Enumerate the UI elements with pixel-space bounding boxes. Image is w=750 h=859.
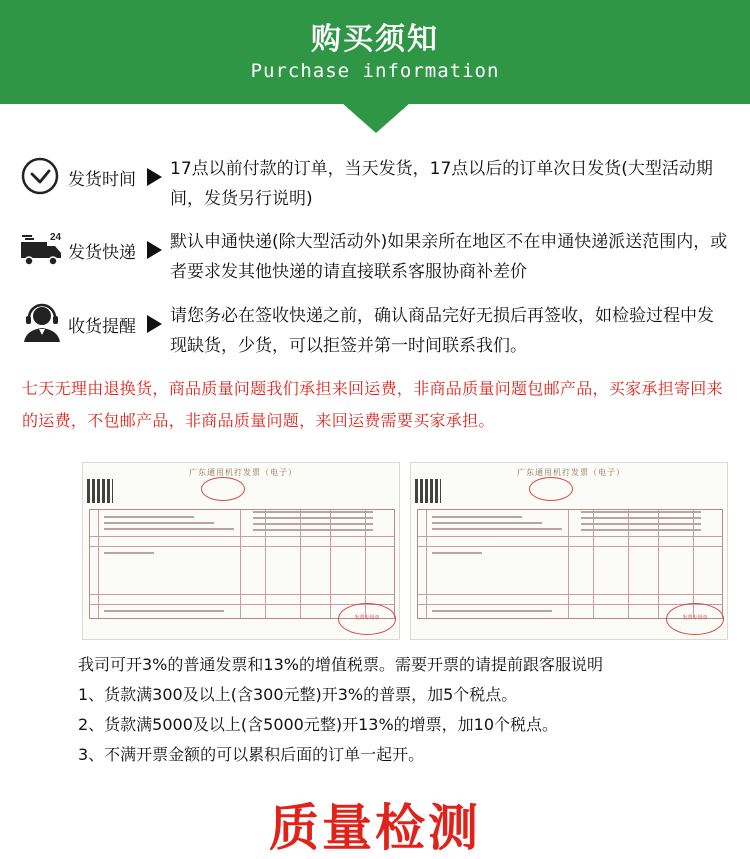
banner-pointer	[342, 103, 410, 133]
invoice-special-seal: 发票专用章	[338, 603, 396, 635]
invoice-seal-stamp	[529, 477, 573, 501]
customer-service-icon	[20, 302, 64, 346]
invoice-cipher-area	[253, 511, 383, 531]
notice-label: 收货提醒	[68, 317, 136, 337]
invoice-rule: 1、货款满300及以上(含300元整)开3%的普票，加5个税点。	[78, 685, 518, 704]
invoice-sample-image	[410, 462, 728, 640]
invoice-seal-stamp	[201, 477, 245, 501]
delivery-truck-icon	[20, 228, 64, 272]
notice-text: 默认申通快递(除大型活动外)如果亲所在地区不在申通快递派送范围内，或者要求发其他快递的请直接联系客服协商补差价	[170, 232, 728, 282]
qr-code-icon	[415, 479, 441, 503]
purchase-info-banner	[0, 0, 750, 104]
invoice-rule: 3、不满开票金额的可以累积后面的订单一起开。	[78, 745, 425, 764]
notice-label: 发货快递	[68, 243, 136, 263]
return-policy-text: 七天无理由退换货，商品质量问题我们承担来回运费，非商品质量问题包邮产品，买家承担寄回来的运费，不包邮产品，非商品质量问题，来回运费需要买家承担。	[22, 379, 723, 430]
arrow-right-icon	[147, 168, 162, 186]
arrow-right-icon	[147, 241, 162, 259]
banner-title: 购买须知	[311, 22, 439, 57]
arrow-right-icon	[147, 315, 162, 333]
invoice-special-seal: 发票专用章	[666, 603, 724, 635]
invoice-title: 广东通用机打发票（电子）	[517, 468, 625, 477]
quality-section-title: 质量检测	[269, 799, 481, 857]
invoice-cipher-area	[581, 511, 711, 531]
notice-text: 请您务必在签收快递之前，确认商品完好无损后再签收，如检验过程中发现缺货，少货，可以拒签并第一时间联系我们。	[170, 306, 714, 356]
qr-code-icon	[87, 479, 113, 503]
banner-subtitle: Purchase information	[250, 60, 500, 82]
notice-label: 发货时间	[68, 170, 136, 190]
notice-text: 17点以前付款的订单，当天发货，17点以后的订单次日发货(大型活动期间，发货另行说明)	[170, 159, 713, 209]
invoice-intro: 我司可开3%的普通发票和13%的增值税票。需要开票的请提前跟客服说明	[78, 655, 603, 674]
clock-check-icon	[20, 155, 64, 199]
invoice-rule: 2、货款满5000及以上(含5000元整)开13%的增票，加10个税点。	[78, 715, 559, 734]
invoice-sample-image	[82, 462, 400, 640]
truck-badge-text: 24	[50, 232, 62, 243]
invoice-title: 广东通用机打发票（电子）	[189, 468, 297, 477]
